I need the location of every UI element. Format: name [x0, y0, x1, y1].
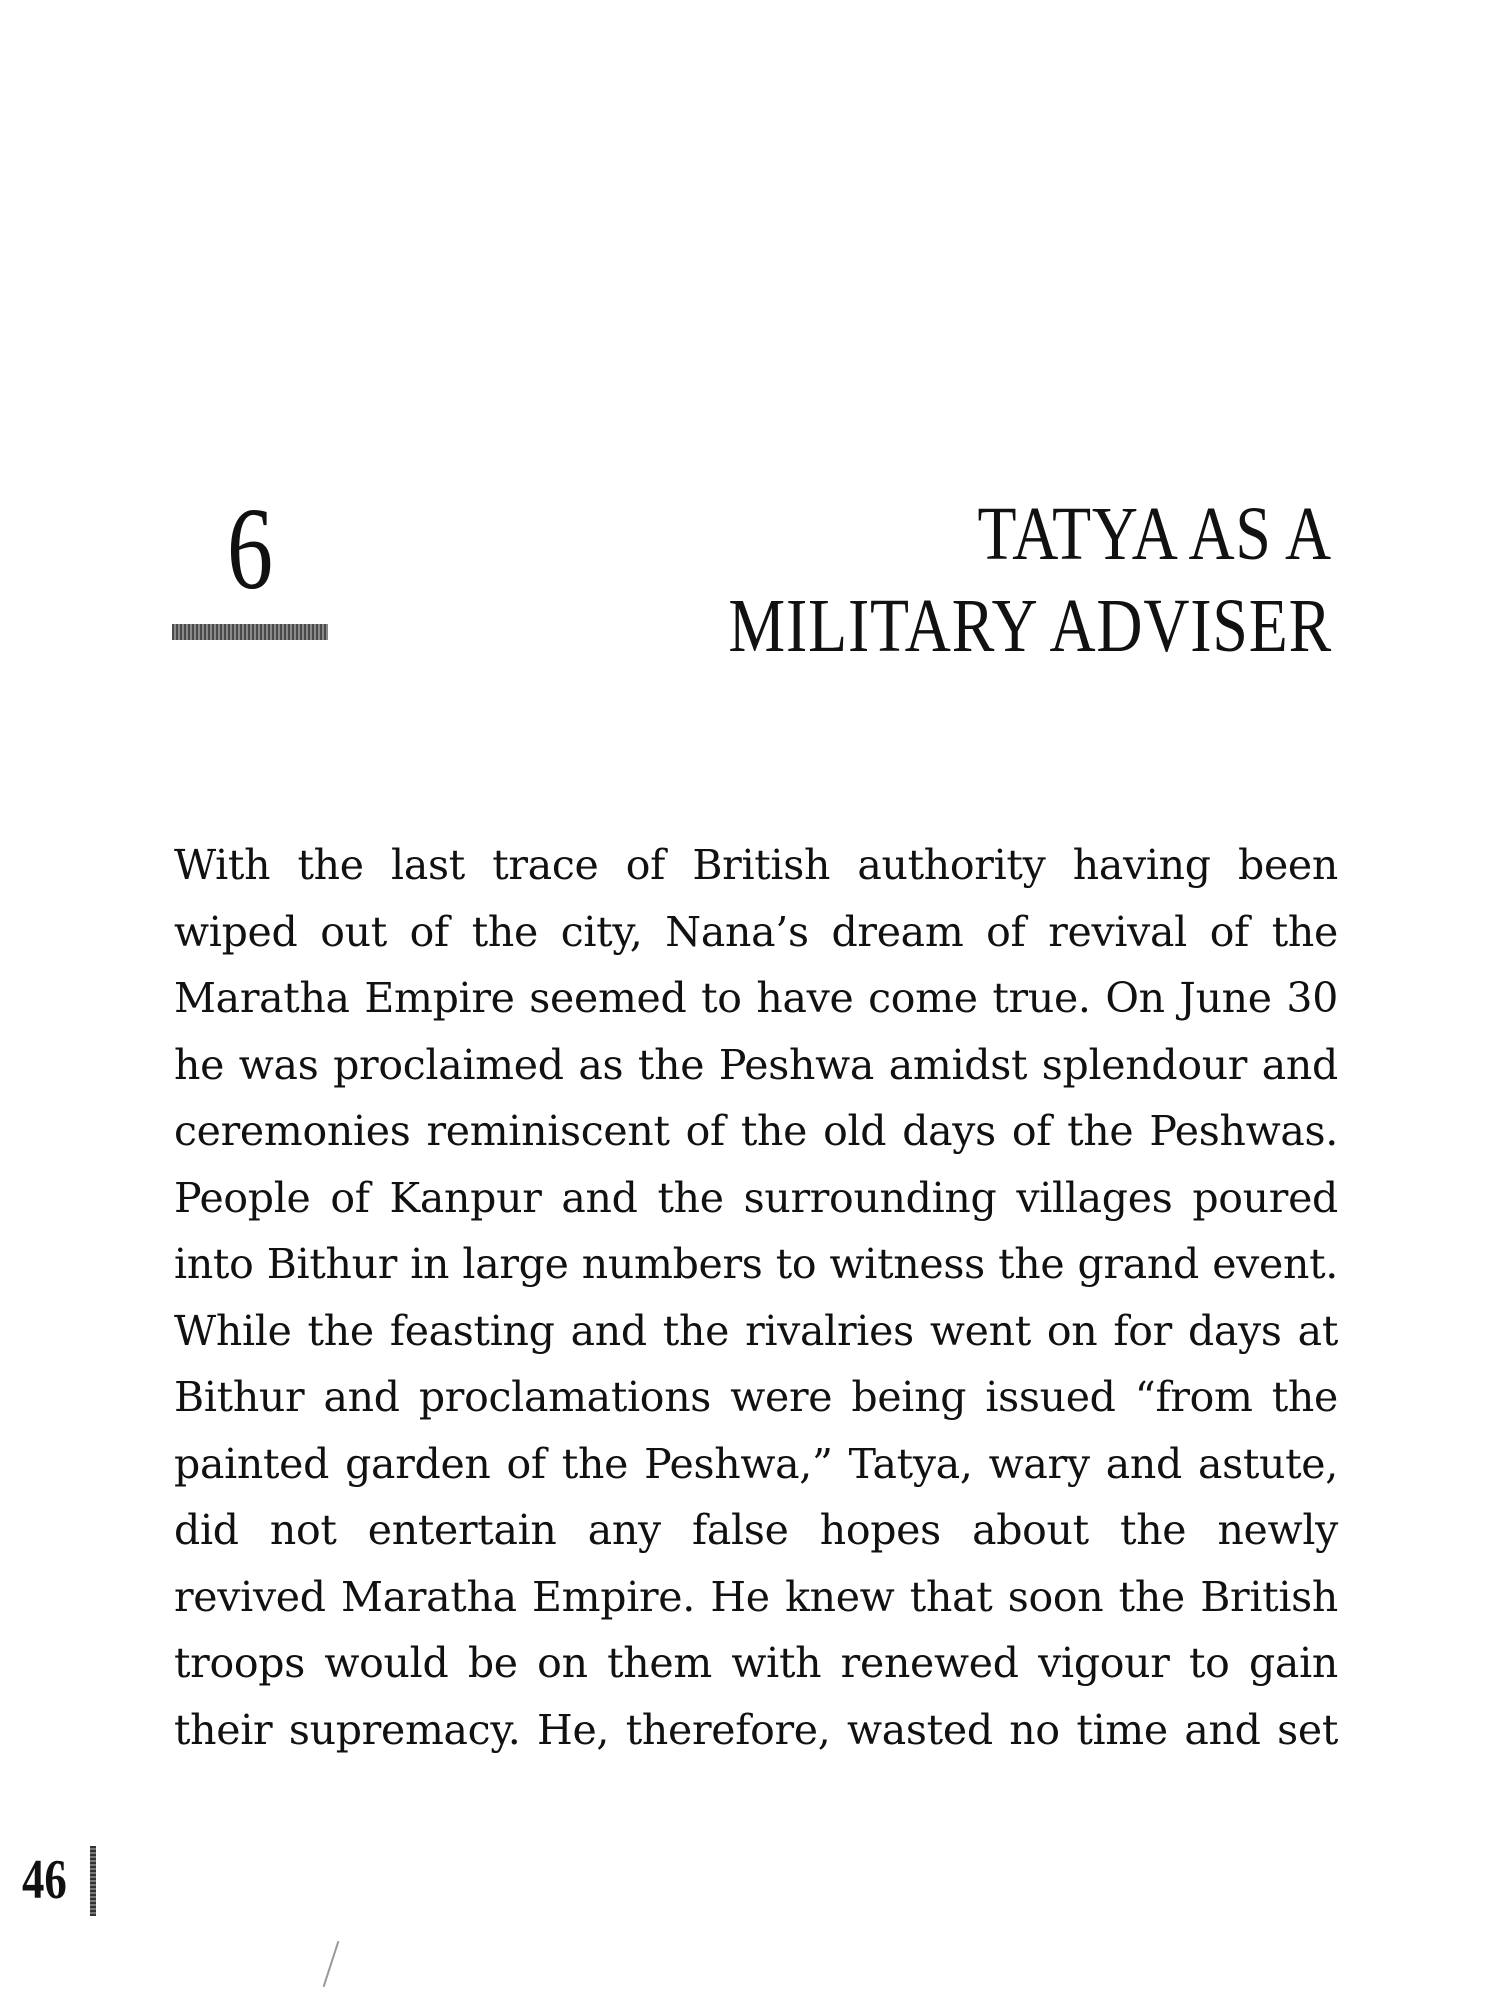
- body-line: With the last trace of British authority having been: [174, 841, 1338, 889]
- chapter-title: [532, 488, 1332, 672]
- body-line: their supremacy. He, therefore, wasted no time and set: [174, 1705, 1338, 1754]
- body-line: People of Kanpur and the surrounding villages poured: [174, 1173, 1338, 1222]
- chapter-title-line-2: MILITARY ADVISER: [728, 584, 1332, 668]
- body-line: wiped out of the city, Nana’s dream of revival of the: [174, 907, 1338, 956]
- chapter-number: 6: [226, 483, 274, 614]
- body-line: he was proclaimed as the Peshwa amidst splendour and: [174, 1040, 1338, 1089]
- body-line: revived Maratha Empire. He knew that soon the British: [174, 1572, 1338, 1621]
- body-line: Bithur and proclamations were being issued “from the: [174, 1373, 1338, 1421]
- body-line: While the feasting and the rivalries went on for days at: [174, 1306, 1338, 1355]
- body-paragraph: [174, 832, 1338, 1763]
- body-line: into Bithur in large numbers to witness the grand event.: [174, 1240, 1338, 1288]
- body-line: troops would be on them with renewed vigour to gain: [174, 1639, 1338, 1687]
- body-line: ceremonies reminiscent of the old days of the Peshwas.: [174, 1107, 1338, 1155]
- body-line: did not entertain any false hopes about the newly: [174, 1506, 1338, 1554]
- chapter-number-underline: [172, 624, 328, 640]
- chapter-title-line-1: TATYA AS A: [977, 492, 1332, 576]
- body-line: Maratha Empire seemed to have come true. On June 30: [174, 974, 1338, 1022]
- body-line: painted garden of the Peshwa,” Tatya, wary and astute,: [174, 1439, 1338, 1488]
- page-number: 46: [22, 1849, 67, 1911]
- scan-mark: [323, 1941, 340, 1987]
- page-number-bar: [90, 1846, 96, 1916]
